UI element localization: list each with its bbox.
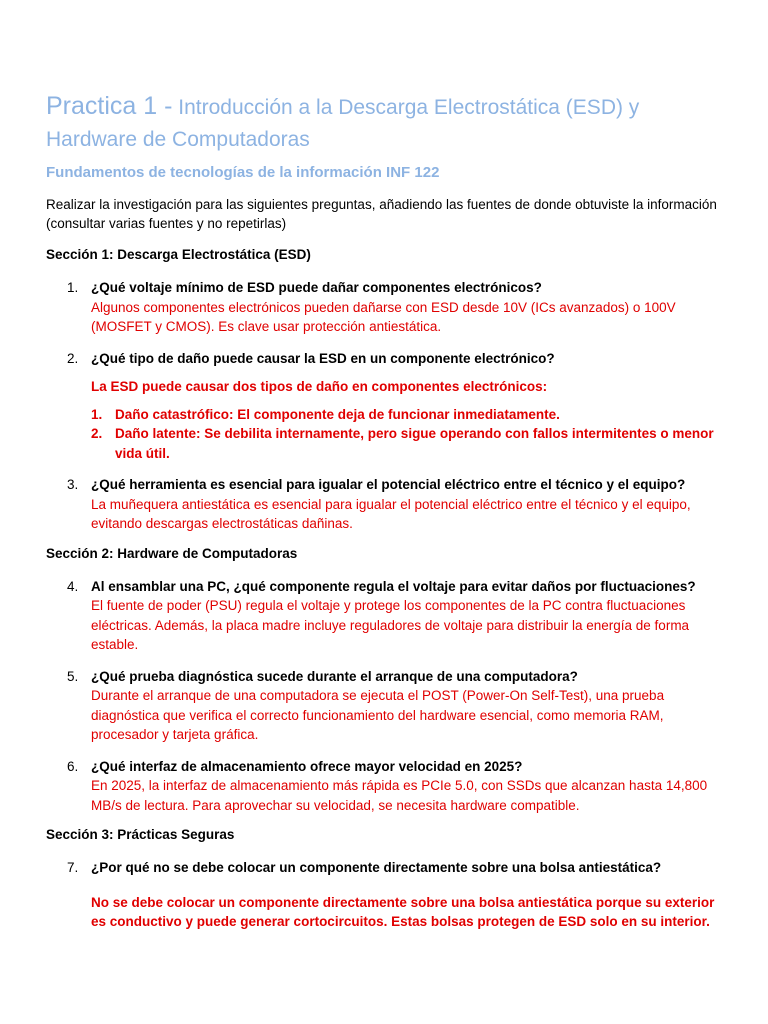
- section-1-title: Sección 1: Descarga Electrostática (ESD): [46, 247, 311, 262]
- answer-text: No se debe colocar un componente directamente sobre una bolsa antiestática porque su exterior es conductivo y puede generar cortocircuitos. Estas bolsas protegen de ESD solo en su interior.: [91, 894, 715, 929]
- section-2-title: Sección 2: Hardware de Computadoras: [46, 545, 298, 561]
- question-text: ¿Qué herramienta es esencial para igualar el potencial eléctrico entre el técnico y el equipo?: [91, 477, 686, 492]
- question-text: ¿Qué interfaz de almacenamiento ofrece mayor velocidad en 2025?: [91, 758, 523, 774]
- document-subtitle: Fundamentos de tecnologías de la información INF 122: [46, 164, 440, 181]
- question-number: 2.: [67, 350, 79, 366]
- list-item-text: Daño latente: Se debilita internamente, pero sigue operando con fallos intermitentes o menor vida útil.: [115, 426, 714, 461]
- question-number: 1.: [67, 280, 79, 295]
- question-text: ¿Qué voltaje mínimo de ESD puede dañar componentes electrónicos?: [91, 280, 542, 295]
- section-3-title: Sección 3: Prácticas Seguras: [46, 827, 235, 842]
- section-3-questions: [46, 858, 722, 932]
- document-title: [46, 90, 722, 156]
- question-text: ¿Qué prueba diagnóstica sucede durante el arranque de una computadora?: [91, 668, 578, 684]
- question-text: ¿Qué tipo de daño puede causar la ESD en un componente electrónico?: [91, 350, 555, 366]
- question-number: 4.: [67, 578, 79, 594]
- title-rest: Introducción a la Descarga Electrostática (ESD) y Hardware de Computadoras: [46, 96, 640, 151]
- question-6: [46, 757, 722, 816]
- question-7: [46, 858, 722, 932]
- list-item-text: Daño catastrófico: El componente deja de funcionar inmediatamente.: [115, 406, 560, 422]
- title-prefix: Practica 1 -: [46, 92, 173, 120]
- question-number: 7.: [67, 860, 79, 875]
- answer-text: La muñequera antiestática es esencial para igualar el potencial eléctrico entre el técnico y el equipo, evitando descargas electrostáticas dañinas.: [91, 496, 691, 531]
- list-item-number: 2.: [91, 426, 103, 441]
- question-number: 3.: [67, 477, 79, 492]
- question-5: [46, 667, 722, 745]
- question-1: [46, 278, 722, 337]
- intro-paragraph: Realizar la investigación para las siguientes preguntas, añadiendo las fuentes de donde obtuviste la información (consultar varias fuentes y no repetirlas): [46, 197, 717, 231]
- list-item: [91, 424, 722, 463]
- answer-text: En 2025, la interfaz de almacenamiento más rápida es PCIe 5.0, con SSDs que alcanzan hasta 14,800 MB/s de lectura. Para aprovechar su velocidad, se necesita hardware compatible.: [91, 778, 708, 813]
- list-item-number: 1.: [91, 406, 103, 422]
- answer-text: El fuente de poder (PSU) regula el voltaje y protege los componentes de la PC contra fluctuaciones eléctricas. Además, la placa madre incluye reguladores de voltaje para distribuir la energía de forma estable.: [91, 598, 690, 652]
- answer-text: La ESD puede causar dos tipos de daño en componentes electrónicos:: [91, 379, 548, 394]
- answer-text: Algunos componentes electrónicos pueden dañarse con ESD desde 10V (ICs avanzados) o 100V (MOSFET y CMOS). Es clave usar protección antiestática.: [91, 299, 676, 334]
- answer-text: Durante el arranque de una computadora se ejecuta el POST (Power-On Self-Test), una prueba diagnóstica que verifica el correcto funcionamiento del hardware esencial, como memoria RAM, procesador y tarjeta gráfica.: [91, 688, 665, 742]
- section-2-questions: [46, 577, 722, 816]
- question-text: Al ensamblar una PC, ¿qué componente regula el voltaje para evitar daños por fluctuaciones?: [91, 578, 696, 594]
- damage-types-list: [91, 405, 722, 464]
- question-2: [46, 349, 722, 464]
- question-3: [46, 475, 722, 534]
- list-item: [91, 405, 722, 425]
- question-text: ¿Por qué no se debe colocar un componente directamente sobre una bolsa antiestática?: [91, 860, 662, 875]
- question-number: 5.: [67, 668, 79, 684]
- question-number: 6.: [67, 758, 79, 774]
- section-1-questions: [46, 278, 722, 534]
- question-4: [46, 577, 722, 655]
